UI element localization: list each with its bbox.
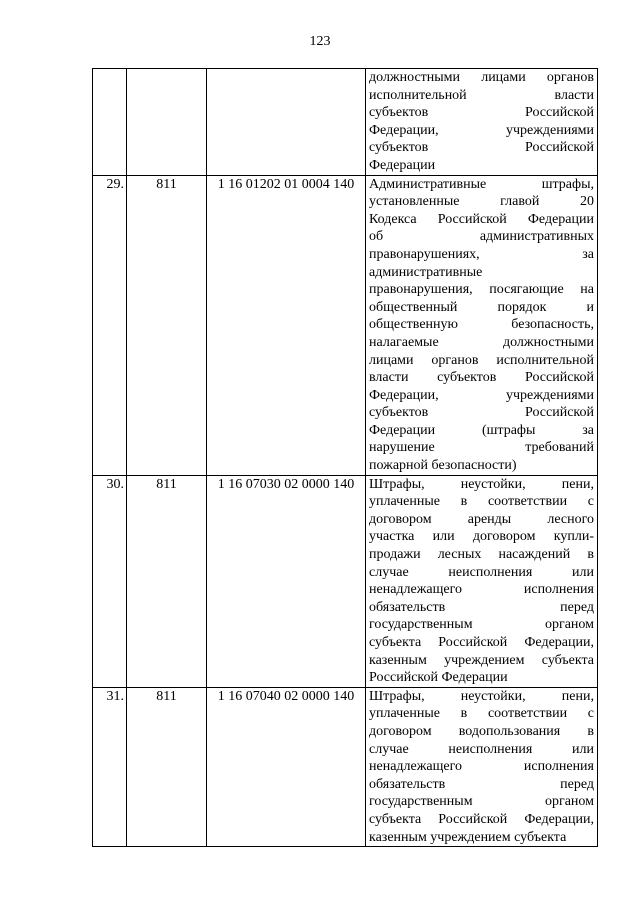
description-line: власти субъектов Российской <box>369 370 594 386</box>
administrator-code-cell: 811 <box>127 175 207 475</box>
description-line: субъектов Российской <box>369 405 594 421</box>
description-line: субъекта Российской Федерации, <box>369 635 594 650</box>
description-line: пожарной безопасности) <box>369 458 517 474</box>
description-line: уплаченные в соответствии с <box>369 494 594 510</box>
table-row <box>93 175 598 475</box>
description-line: Административные штрафы, <box>369 176 594 192</box>
description-line: налагаемые должностными <box>369 334 594 350</box>
description-line: лицами органов исполнительной <box>369 352 594 368</box>
description-line: об административных <box>369 229 594 245</box>
table-row <box>93 687 598 846</box>
description-line: административные <box>369 264 483 280</box>
description-line: случае неисполнения или <box>369 741 594 757</box>
description-line: случае неисполнения или <box>369 564 594 580</box>
description-line: государственным органом <box>369 617 594 633</box>
description-line: ненадлежащего исполнения <box>369 582 594 598</box>
description-line: Федерации (штрафы за <box>369 422 594 438</box>
description-line: договором водопользования в <box>369 723 594 739</box>
budget-classification-code-cell: 1 16 07030 02 0000 140 <box>207 475 366 687</box>
description-line: общественный порядок и <box>369 299 594 315</box>
description-line: участка или договором купли- <box>369 529 594 545</box>
description-line: уплаченные в соответствии с <box>369 706 594 722</box>
income-description-cell <box>366 69 598 176</box>
description-line: продажи лесных насаждений в <box>369 547 594 563</box>
description-line: правонарушениях, за <box>369 246 594 262</box>
description-line: Федерации, учреждениями <box>369 122 594 138</box>
administrator-code-cell: 811 <box>127 687 207 846</box>
description-line: Федерации, учреждениями <box>369 387 594 403</box>
table-row <box>93 69 598 176</box>
description-line: казенным учреждением субъекта <box>369 829 567 845</box>
description-line: должностными лицами органов <box>369 70 594 85</box>
description-line: Штрафы, неустойки, пени, <box>369 476 594 492</box>
description-line: общественную безопасность, <box>369 317 594 333</box>
table-row <box>93 475 598 687</box>
administrator-code-cell: 811 <box>127 475 207 687</box>
income-description-cell <box>366 475 598 687</box>
description-line: обязательств перед <box>369 776 594 792</box>
description-line: договором аренды лесного <box>369 511 594 527</box>
description-line: Федерации <box>369 157 436 173</box>
administrator-code-cell <box>127 69 207 176</box>
description-line: казенным учреждением субъекта <box>369 652 594 668</box>
row-number-cell: 30. <box>93 475 127 687</box>
budget-table <box>92 68 598 847</box>
row-number-cell: 29. <box>93 175 127 475</box>
budget-classification-code-cell <box>207 69 366 176</box>
description-line: правонарушения, посягающие на <box>369 282 594 298</box>
budget-classification-code-cell: 1 16 07040 02 0000 140 <box>207 687 366 846</box>
description-line: установленные главой 20 <box>369 194 594 210</box>
description-line: Кодекса Российской Федерации <box>369 211 594 227</box>
budget-classification-code-cell: 1 16 01202 01 0004 140 <box>207 175 366 475</box>
description-line: ненадлежащего исполнения <box>369 759 594 775</box>
income-description-cell <box>366 687 598 846</box>
description-line: исполнительной власти <box>369 87 594 103</box>
description-line: государственным органом <box>369 794 594 810</box>
income-description-cell <box>366 175 598 475</box>
row-number-cell <box>93 69 127 176</box>
description-line: нарушение требований <box>369 440 594 456</box>
page-number: 123 <box>309 34 331 49</box>
description-line: субъектов Российской <box>369 140 594 156</box>
description-line: субъектов Российской <box>369 105 594 121</box>
row-number-cell: 31. <box>93 687 127 846</box>
table-body <box>93 69 598 847</box>
description-line: Российской Федерации <box>369 670 508 686</box>
description-line: субъекта Российской Федерации, <box>369 811 594 827</box>
description-line: обязательств перед <box>369 599 594 615</box>
description-line: Штрафы, неустойки, пени, <box>369 688 594 704</box>
